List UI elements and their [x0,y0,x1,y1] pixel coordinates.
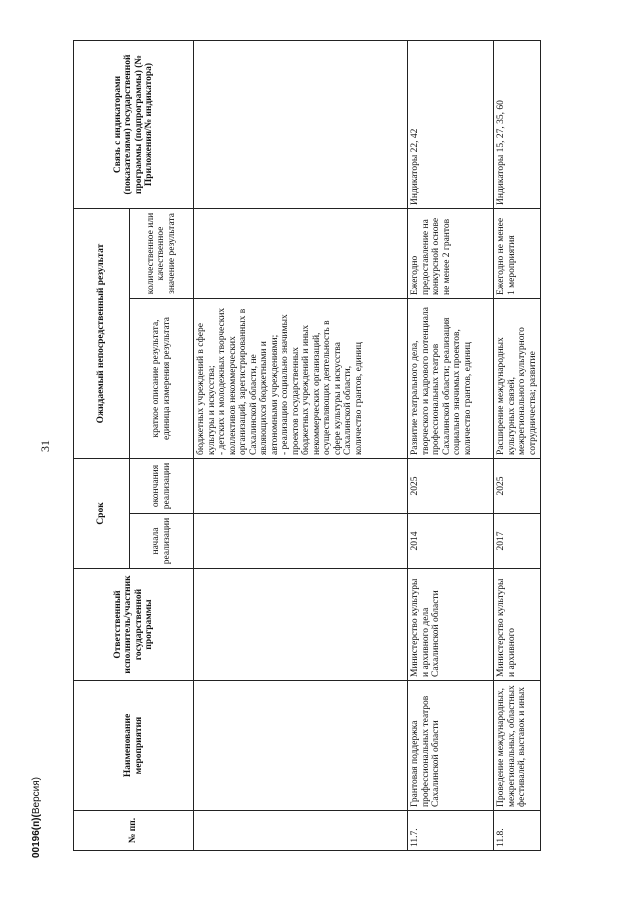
header-responsible: Ответственный исполнитель/участник государственной программы [74,569,194,681]
document-code-version: Версия) [31,777,42,815]
header-expected: Ожидаемый непосредственный результат [74,209,130,459]
cell-value: Ежегодно предоставление на конкурсной основе не менее 2 грантов [408,209,494,299]
document-code [31,777,42,858]
header-term-end: окончания реализации [130,459,194,514]
cell-name: Проведение международных, межрегиональных, областных фестивалей, выставок и иных [494,681,541,811]
cell-empty [194,41,408,209]
document-code-bold: 00196(п)( [31,814,42,858]
cell-name: Грантовая поддержка профессиональных театров Сахалинской области [408,681,494,811]
cell-value: Ежегодно не менее 1 мероприятия [494,209,541,299]
table-row [494,41,541,851]
header-name: Наименование мероприятия [74,681,194,811]
cell-start-year: 2017 [494,514,541,569]
cell-start-year: 2014 [408,514,494,569]
cell-empty [194,514,408,569]
cell-responsible: Министерство культуры и архивного дела Сахалинской области [408,569,494,681]
header-expected-value: количественное или качественное значение результата [130,209,194,299]
cell-num: 11.8. [494,811,541,851]
cell-end-year: 2025 [408,459,494,514]
cell-description-continuation [194,299,408,459]
description-line: бюджетных учреждений в сфере культуры и искусства; [196,323,217,455]
header-expected-desc: краткое описание результата, единица измерения результата [130,299,194,459]
cell-responsible: Министерство культуры и архивного [494,569,541,681]
cell-num: 11.7. [408,811,494,851]
cell-description: Расширение международных культурных связей, межрегионального культурного сотрудничества; развитие [494,299,541,459]
header-term: Срок [74,459,130,569]
table-row [408,41,494,851]
cell-end-year: 2025 [494,459,541,514]
program-activities-table [73,40,541,851]
header-term-start: начала реализации [130,514,194,569]
description-line: - реализацию социально значимых проектов государственных бюджетных учреждений и иных некоммерческих организаций, осуществляющих деятельность в сфере культуры и искусства Сахалинской области, [280,314,353,455]
header-link: Связь с индикаторами (показателями) государственной программы (подпрограммы) (№ Приложения/№ индикатора) [74,41,194,209]
cell-empty [194,569,408,681]
table-header-row [74,41,130,851]
cell-link: Индикаторы 22, 42 [408,41,494,209]
header-num: № пп. [74,811,194,851]
program-activities-table-wrapper [73,41,538,851]
description-line: - детских и молодежных творческих коллективов некоммерческих организаций, зарегистрированных в Сахалинской области, не являющихся бюджетными и автономными учреждениями; [217,307,280,455]
cell-empty [194,681,408,811]
cell-empty [194,209,408,299]
page-number: 31 [38,440,52,452]
cell-link: Индикаторы 15, 27, 35, 60 [494,41,541,209]
description-line: количество грантов, единиц [353,342,364,455]
cell-empty [194,459,408,514]
table-row-continuation [194,41,408,851]
cell-description: Развитие театрального дела, творческого и кадрового потенциала профессиональных театров Сахалинской области; реализация социально значимых проектов, количество грантов, единиц [408,299,494,459]
cell-empty [194,811,408,851]
